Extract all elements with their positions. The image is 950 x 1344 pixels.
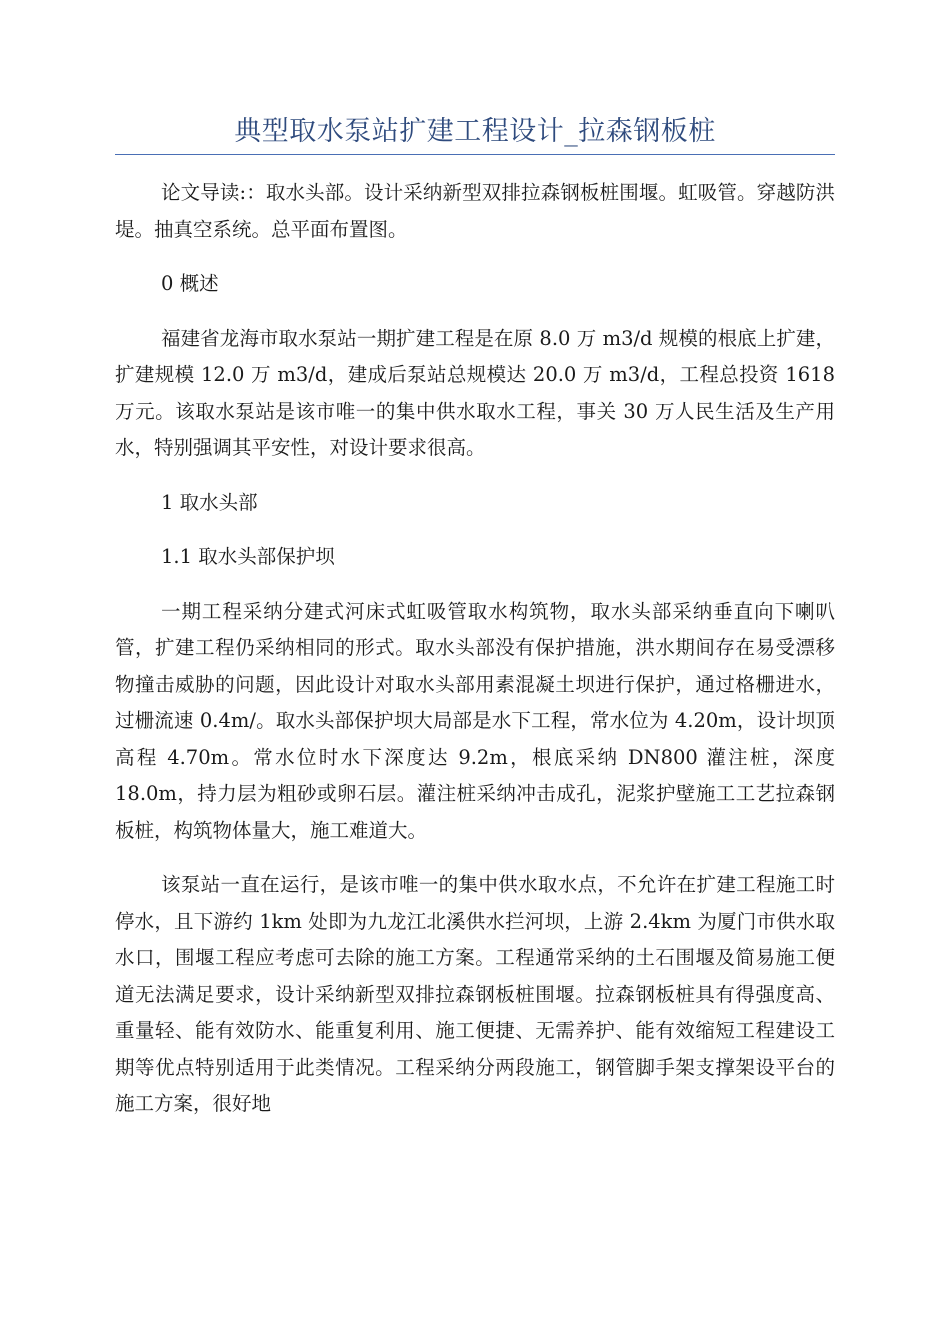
title-underline bbox=[115, 154, 835, 155]
body-paragraph: 福建省龙海市取水泵站一期扩建工程是在原 8.0 万 m3/d 规模的根底上扩建，扩建规模 12.0 万 m3/d，建成后泵站总规模达 20.0 万 m3/d，工程总投资 1618 万元。该取水泵站是该市唯一的集中供水取水工程，事关 30 万人民生活及生产用水，特别强调其平安性，对设计要求很高。 bbox=[115, 326, 835, 459]
abstract-paragraph: 论文导读:：取水头部。设计采纳新型双排拉森钢板桩围堰。虹吸管。穿越防洪堤。抽真空系统。总平面布置图。 bbox=[115, 181, 835, 241]
body-paragraph: 该泵站一直在运行，是该市唯一的集中供水取水点，不允许在扩建工程施工时停水，且下游约 1km 处即为九龙江北溪供水拦河坝，上游 2.4km 为厦门市供水取水口，围堰工程应考虑可去除的施工方案。工程通常采纳的土石围堰及简易施工便道无法满足要求，设计采纳新型双排拉森钢板桩围堰。拉森钢板桩具有得强度高、重量轻、能有效防水、能重复利用、施工便捷、无需养护、能有效缩短工程建设工期等优点特别适用于此类情况。工程采纳分两段施工，钢管脚手架支撑架设平台的施工方案，很好地 bbox=[115, 873, 835, 1115]
document-title: 典型取水泵站扩建工程设计_拉森钢板桩 bbox=[234, 116, 716, 147]
body-paragraph: 一期工程采纳分建式河床式虹吸管取水构筑物，取水头部采纳垂直向下喇叭管，扩建工程仍采纳相同的形式。取水头部没有保护措施，洪水期间存在易受漂移物撞击威胁的问题，因此设计对取水头部用素混凝土坝进行保护，通过格栅进水，过栅流速 0.4m/。取水头部保护坝大局部是水下工程，常水位为 4.20m，设计坝顶高程 4.70m。常水位时水下深度达 9.2m，根底采纳 DN800 灌注桩，深度 18.0m，持力层为粗砂或卵石层。灌注桩采纳冲击成孔，泥浆护壁施工工艺拉森钢板桩，构筑物体量大，施工难道大。 bbox=[115, 599, 835, 842]
document-body bbox=[115, 175, 835, 1141]
section-heading-overview: 0 概述 bbox=[161, 272, 219, 295]
section-heading-intake: 1 取水头部 bbox=[161, 490, 258, 514]
subsection-heading-dam: 1.1 取水头部保护坝 bbox=[161, 545, 335, 568]
